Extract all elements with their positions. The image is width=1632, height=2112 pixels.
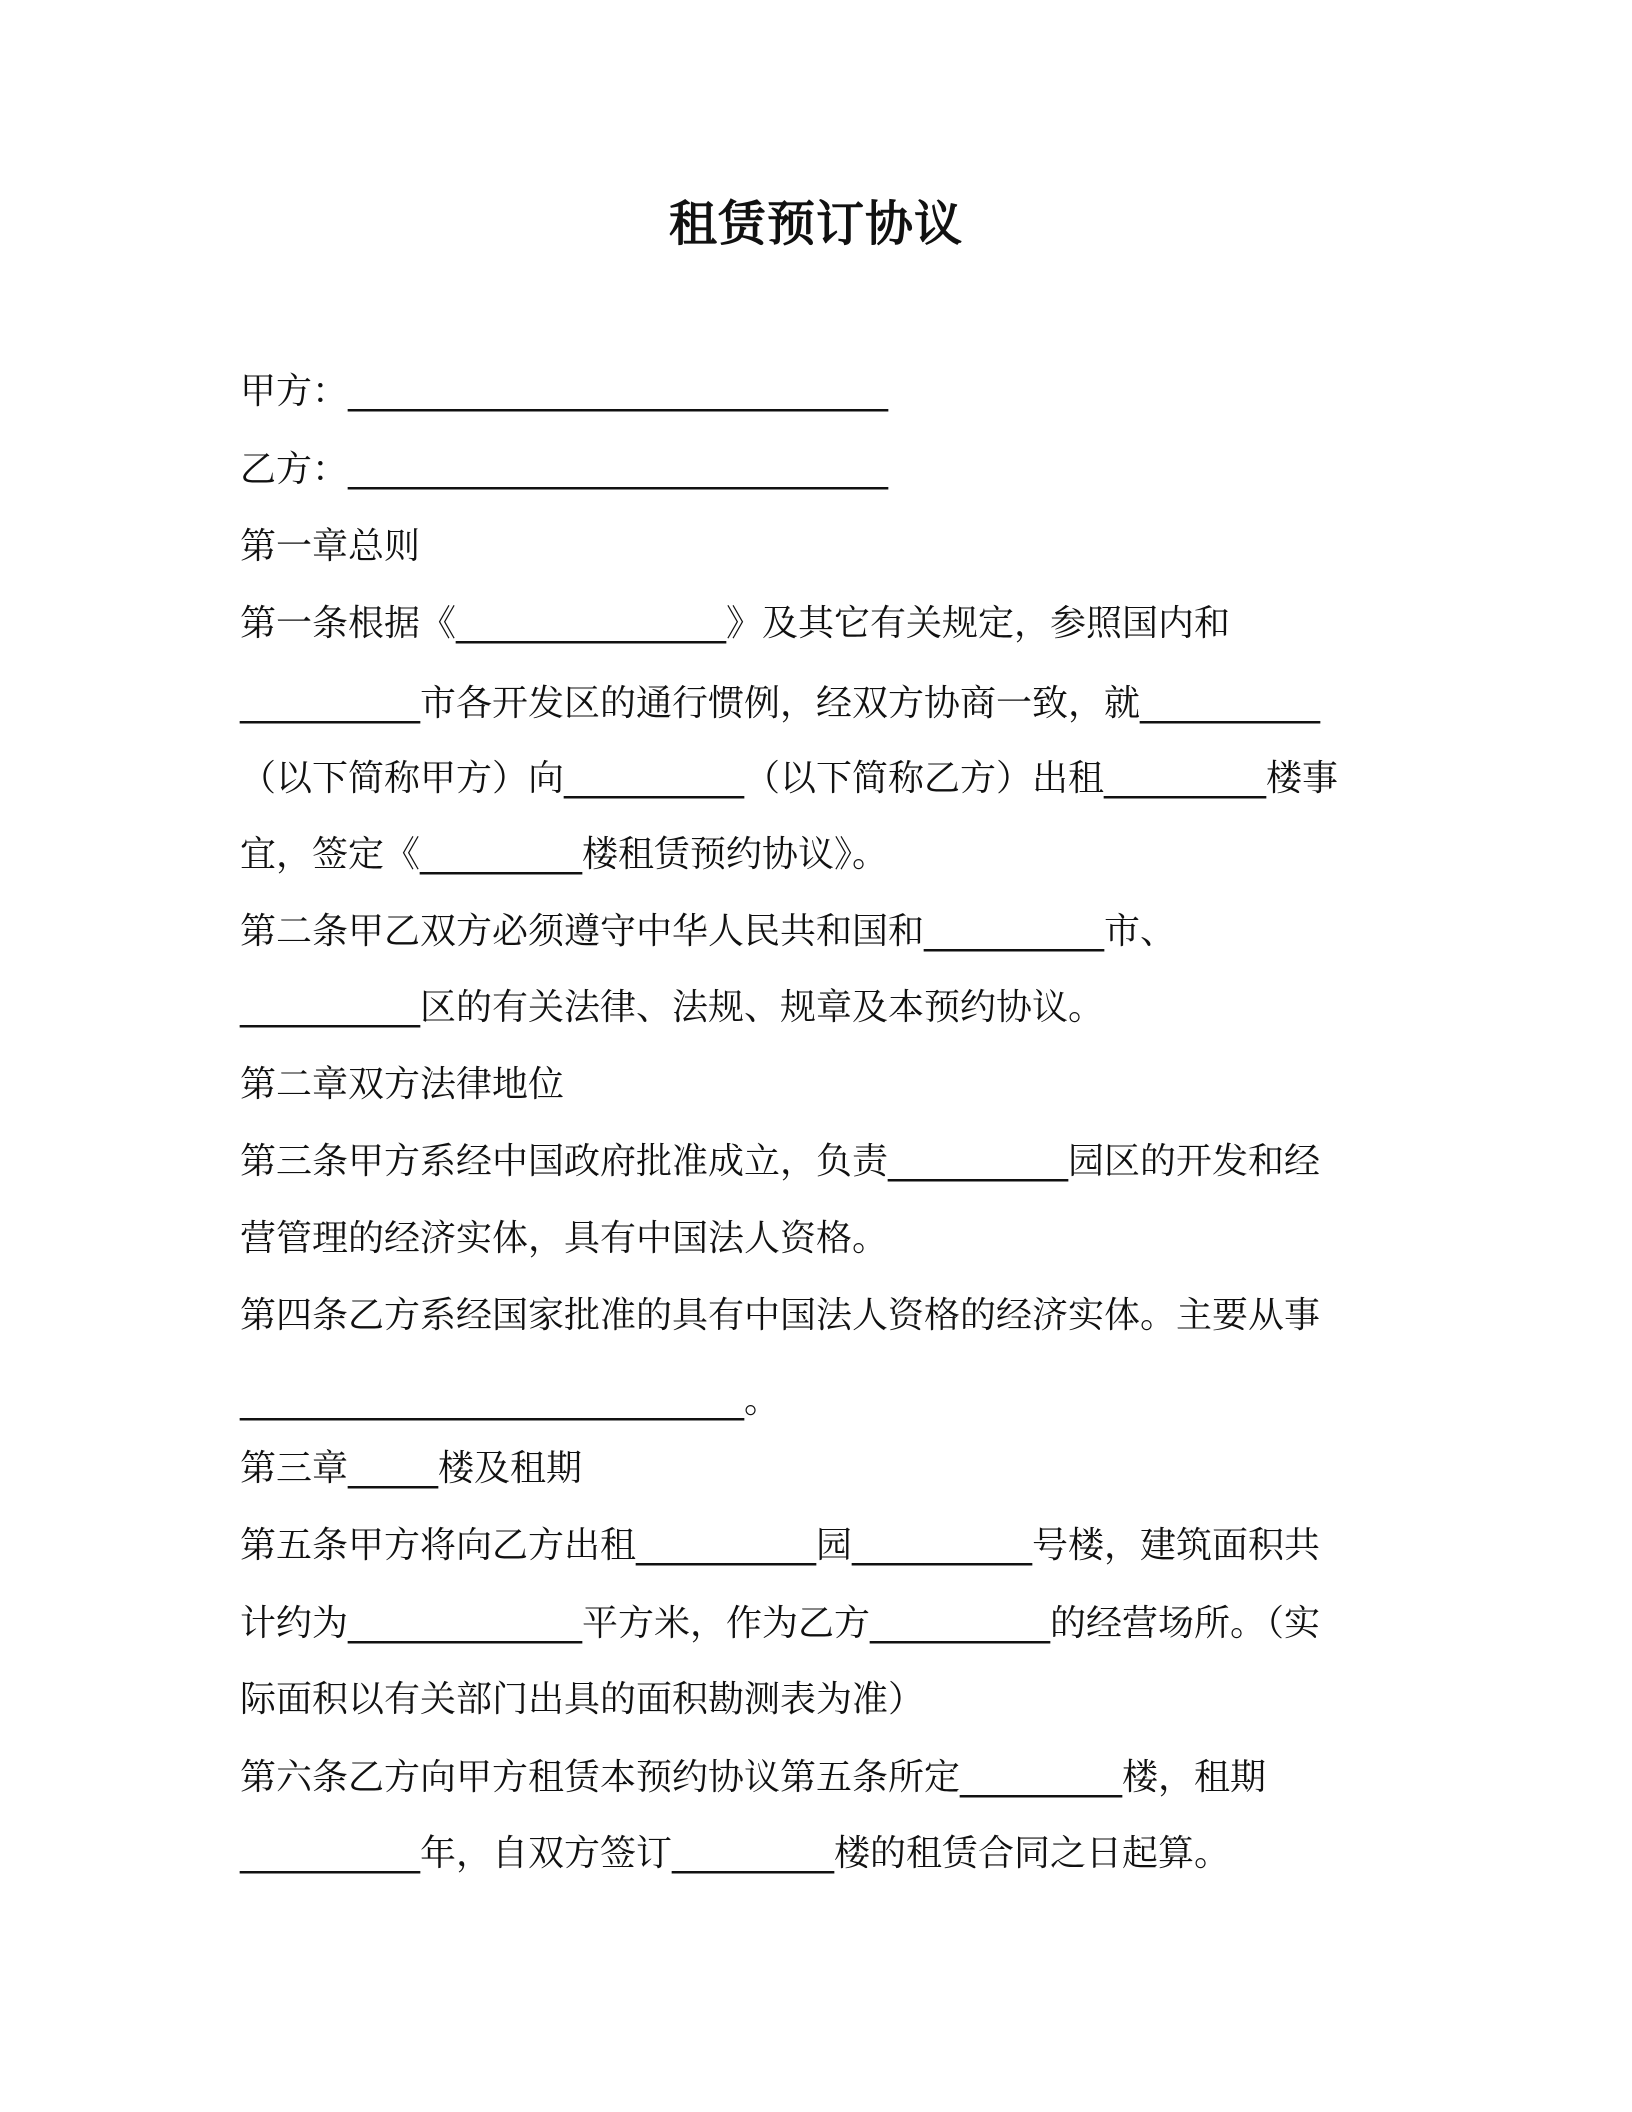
article-3-line-2: 营管理的经济实体，具有中国法人资格。 bbox=[240, 1218, 889, 1259]
article-6-line-2: __________年，自双方签订_________楼的租赁合同之日起算。 bbox=[240, 1833, 1231, 1874]
article-1-line-2: __________市各开发区的通行惯例，经双方协商一致，就__________ bbox=[240, 683, 1321, 724]
chapter-1-heading: 第一章总则 bbox=[240, 526, 421, 567]
article-5-line-2: 计约为_____________平方米，作为乙方__________的经营场所。（实 bbox=[240, 1603, 1321, 1644]
article-2-line-1: 第二条甲乙双方必须遵守中华人民共和国和__________市、 bbox=[240, 911, 1177, 952]
article-1-line-4: 宜，签定《_________楼租赁预约协议》。 bbox=[240, 834, 889, 875]
article-6-line-1: 第六条乙方向甲方租赁本预约协议第五条所定_________楼，租期 bbox=[240, 1757, 1267, 1798]
chapter-3-heading: 第三章_____楼及租期 bbox=[240, 1448, 583, 1489]
chapter-2-heading: 第二章双方法律地位 bbox=[240, 1064, 565, 1105]
article-4-line-1: 第四条乙方系经国家批准的具有中国法人资格的经济实体。主要从事 bbox=[240, 1295, 1321, 1336]
article-4-line-2: ____________________________。 bbox=[240, 1380, 780, 1421]
article-2-line-2: __________区的有关法律、法规、规章及本预约协议。 bbox=[240, 987, 1105, 1028]
party-a-line: 甲方：______________________________ bbox=[240, 371, 889, 412]
article-5-line-1: 第五条甲方将向乙方出租__________园__________号楼，建筑面积共 bbox=[240, 1525, 1321, 1566]
article-3-line-1: 第三条甲方系经中国政府批准成立，负责__________园区的开发和经 bbox=[240, 1141, 1321, 1182]
party-b-line: 乙方：______________________________ bbox=[240, 449, 889, 490]
article-1-line-1: 第一条根据《_______________》及其它有关规定，参照国内和 bbox=[240, 603, 1231, 644]
article-5-line-3: 际面积以有关部门出具的面积勘测表为准） bbox=[240, 1679, 925, 1720]
document-title: 租赁预订协议 bbox=[668, 196, 963, 252]
article-1-line-3: （以下简称甲方）向__________（以下简称乙方）出租_________楼事 bbox=[240, 758, 1339, 799]
